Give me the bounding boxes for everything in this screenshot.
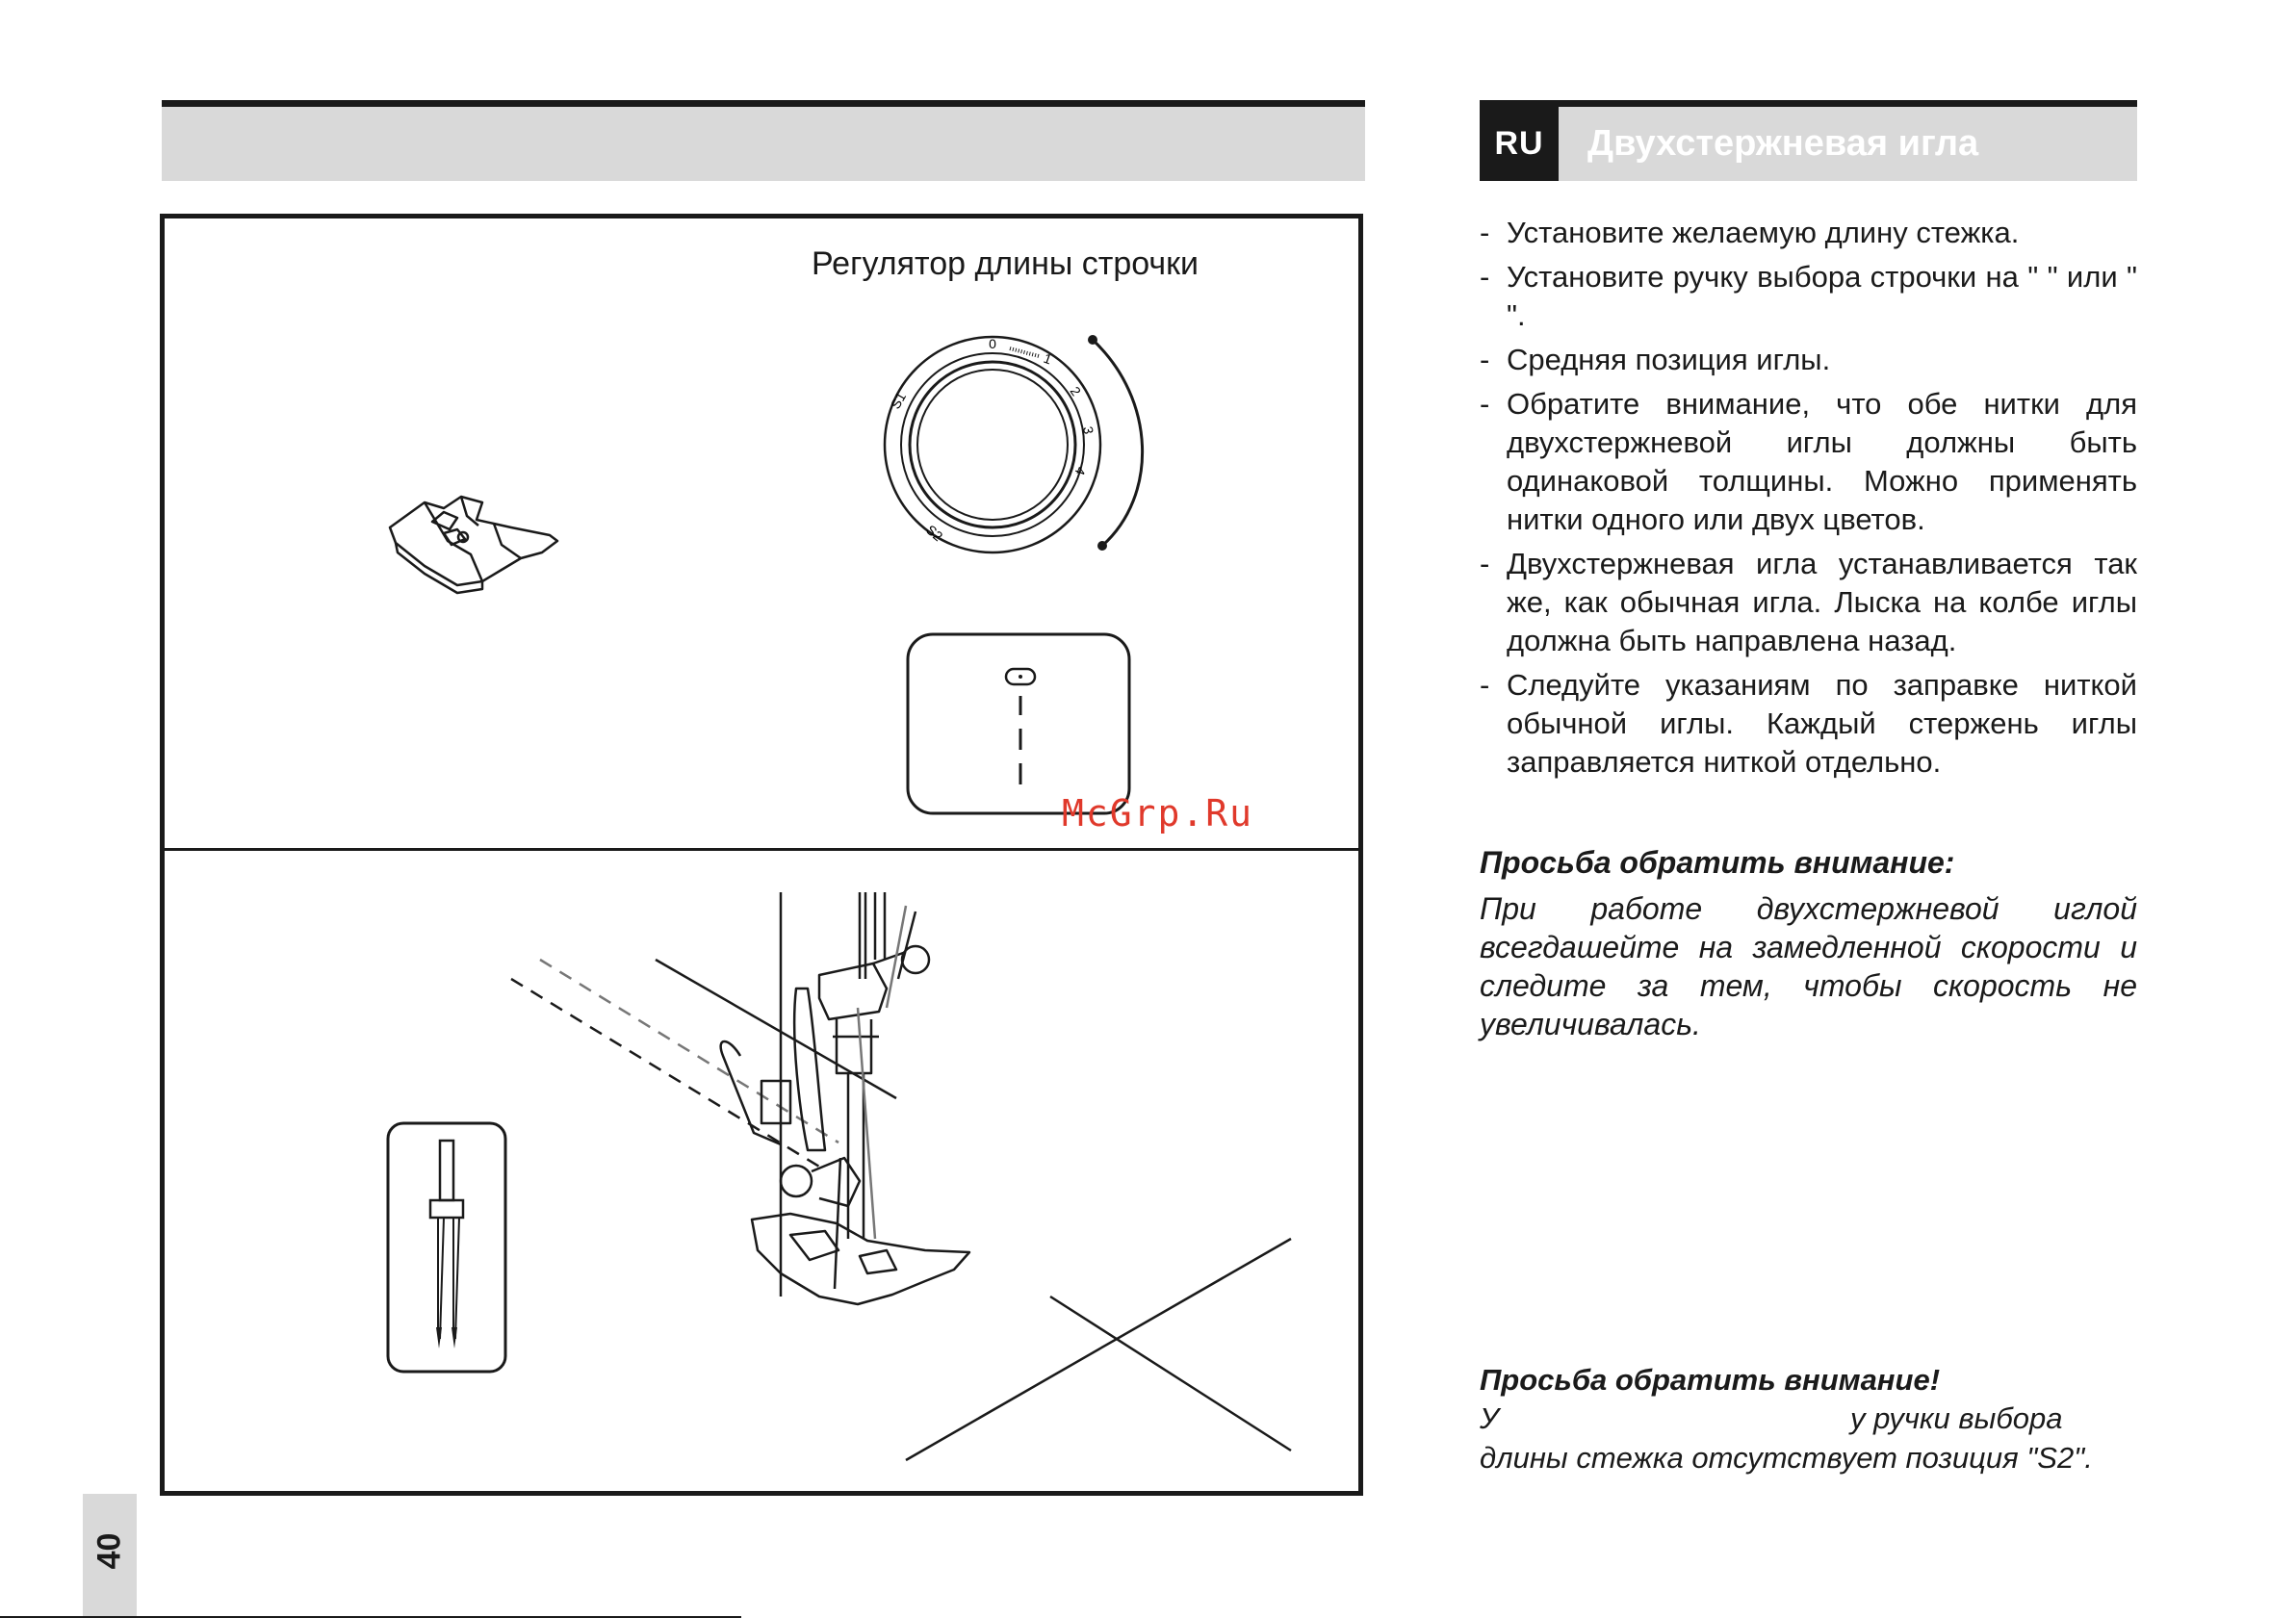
dial-label-0: 0	[989, 336, 996, 351]
figure-divider	[165, 848, 1358, 851]
dial-label-s1: S1	[887, 389, 910, 412]
list-item: - Двухстержневая игла устанавливается так же, как обычная игла. Лыска на колбе иглы должна быть направлена назад.	[1480, 547, 2137, 657]
page-number-tab	[83, 1494, 137, 1618]
presser-foot-icon	[386, 474, 598, 608]
page-number: 40	[90, 1532, 128, 1570]
list-item: - Установите ручку выбора строчки на " " или " ".	[1480, 260, 2137, 332]
left-header-bar	[162, 100, 1365, 181]
dial-label-2: 2	[1067, 383, 1085, 399]
list-item: - Следуйте указаниям по заправке ниткой обычной иглы. Каждый стержень иглы заправляется ниткой отдельно.	[1480, 668, 2137, 779]
section-title: Двухстержневая игла	[1587, 123, 1979, 164]
attention-heading: Просьба обратить внимание:	[1480, 845, 1955, 880]
instruction-list	[1480, 214, 2137, 787]
dial-caption: Регулятор длины строчки	[812, 245, 1200, 282]
section-header	[1480, 100, 2137, 181]
list-item: - Средняя позиция иглы.	[1480, 343, 1831, 376]
twin-needle-icon	[386, 1121, 511, 1375]
dial-range-arc	[1089, 332, 1204, 553]
dial-label-3: 3	[1080, 424, 1097, 436]
language-badge: RU	[1480, 107, 1559, 181]
twin-needle-sewing-illustration	[502, 892, 1368, 1489]
stitch-length-dial	[877, 329, 1108, 560]
illustration-frame	[160, 214, 1363, 1496]
attention-note-line: у ручки выбора	[1850, 1401, 2063, 1435]
watermark: McGrp.Ru	[1062, 792, 1254, 835]
list-item: - Обратите внимание, что обе нитки для двухстержневой иглы должны быть одинаковой толщины. Можно применять нитки одного или двух цветов.	[1480, 387, 2137, 536]
dial-label-1: 1	[1041, 349, 1054, 368]
list-item: - Установите желаемую длину стежка.	[1480, 216, 2020, 249]
dial-label-4: 4	[1071, 464, 1090, 477]
attention-note-line: У	[1480, 1401, 1499, 1435]
attention-note-line: длины стежка отсутствует позиция "S2".	[1480, 1441, 2093, 1475]
attention-heading-2: Просьба обратить внимание!	[1480, 1363, 1941, 1397]
straight-stitch-indicator	[906, 632, 1133, 817]
attention-body: При работе двухстержневой иглой всегдашейте на замедленной скорости и следите за тем, чтобы скорость не увеличивалась.	[1480, 891, 2137, 1041]
dial-label-s2: S2	[923, 522, 946, 545]
